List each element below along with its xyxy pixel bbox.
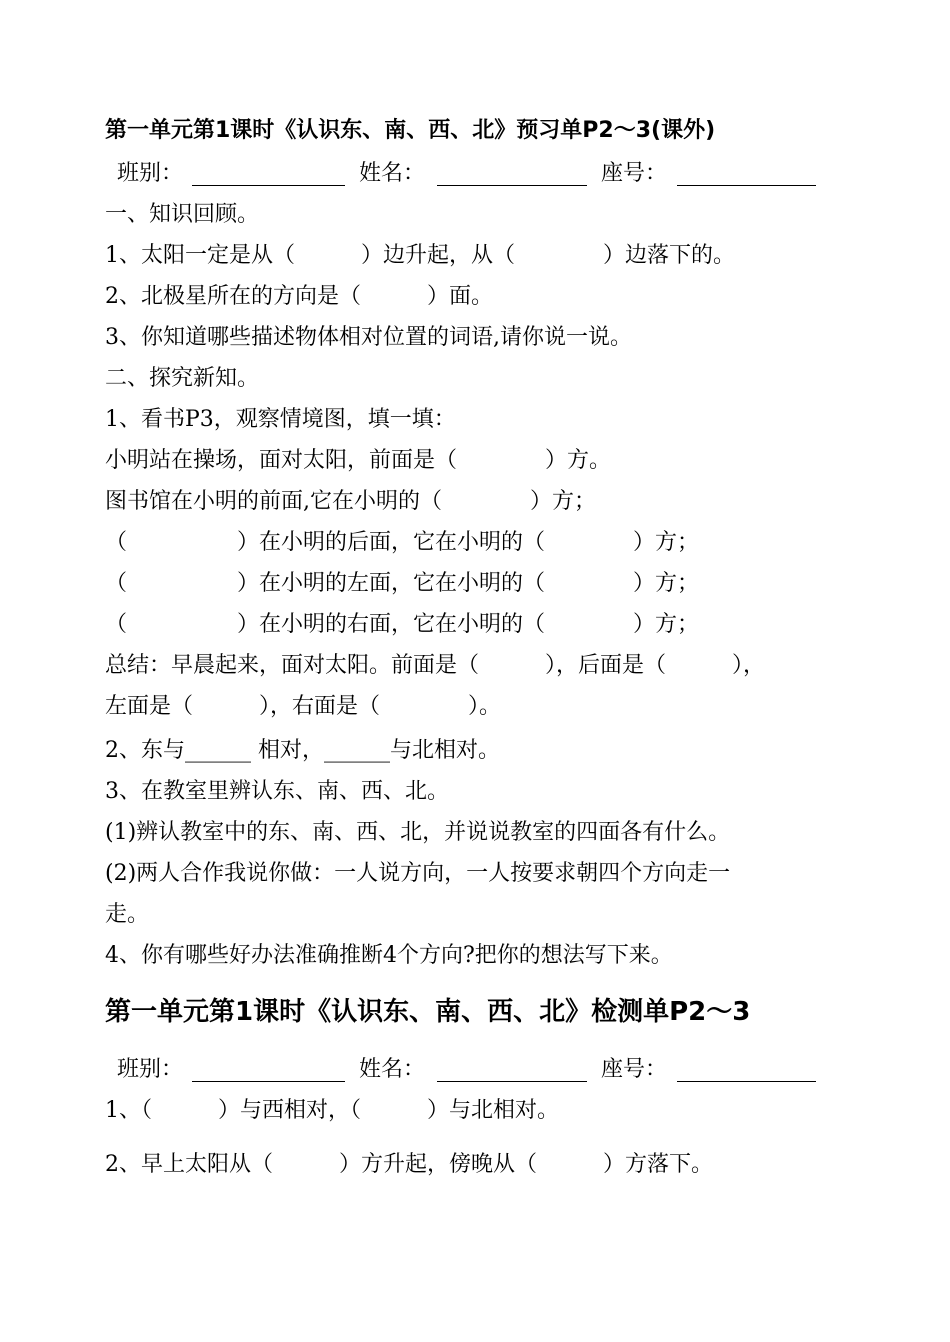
summary-line-2: 左面是（ ），右面是（ ）。 (105, 694, 502, 719)
class-blank[interactable] (192, 1081, 345, 1082)
summary-line-1: 总结：早晨起来，面对太阳。前面是（ ），后面是（ ）， (105, 653, 766, 678)
test-question-2: 2、早上太阳从（ ）方升起，傍晚从（ ）方落下。 (105, 1152, 713, 1177)
seat-blank[interactable] (677, 1081, 816, 1082)
test-question-1: 1、（ ）与西相对，（ ）与北相对。 (105, 1098, 559, 1123)
explore-question-3-1: (1)辨认教室中的东、南、西、北，并说说教室的四面各有什么。 (105, 820, 731, 845)
class-label: 班别： (117, 161, 184, 186)
class-label: 班别： (117, 1057, 184, 1082)
explore-line-behind: （ ）在小明的后面，它在小明的（ ）方； (105, 530, 700, 555)
seat-label: 座号： (601, 161, 668, 186)
review-question-3: 3、你知道哪些描述物体相对位置的词语,请你说一说。 (105, 325, 632, 350)
class-blank[interactable] (192, 185, 345, 186)
name-label: 姓名： (359, 161, 426, 186)
seat-label: 座号： (601, 1057, 668, 1082)
explore-question-3-2-line1: (2)两人合作我说你做：一人说方向，一人按要求朝四个方向走一 (105, 861, 731, 886)
explore-question-4: 4、你有哪些好办法准确推断4个方向?把你的想法写下来。 (105, 943, 673, 968)
preview-title: 第一单元第1课时《认识东、南、西、北》预习单P2～3(课外) (105, 118, 716, 143)
review-question-1: 1、太阳一定是从（ ）边升起，从（ ）边落下的。 (105, 243, 735, 268)
explore-question-2: 2、东与______ 相对，______与北相对。 (105, 738, 500, 763)
explore-line-front: 小明站在操场，面对太阳，前面是（ ）方。 (105, 448, 612, 473)
explore-question-1: 1、看书P3，观察情境图，填一填： (105, 407, 456, 432)
test-title: 第一单元第1课时《认识东、南、西、北》检测单P2～3 (105, 997, 751, 1027)
seat-blank[interactable] (677, 185, 816, 186)
review-question-2: 2、北极星所在的方向是（ ）面。 (105, 284, 493, 309)
explore-question-3-2-line2: 走。 (105, 902, 150, 927)
name-label: 姓名： (359, 1057, 426, 1082)
name-blank[interactable] (437, 1081, 587, 1082)
section-review-heading: 一、知识回顾。 (105, 202, 260, 227)
explore-question-3: 3、在教室里辨认东、南、西、北。 (105, 779, 449, 804)
explore-line-right: （ ）在小明的右面，它在小明的（ ）方； (105, 612, 700, 637)
explore-line-library: 图书馆在小明的前面,它在小明的（ ）方； (105, 489, 596, 514)
explore-line-left: （ ）在小明的左面，它在小明的（ ）方； (105, 571, 700, 596)
name-blank[interactable] (437, 185, 587, 186)
section-explore-heading: 二、探究新知。 (105, 366, 260, 391)
